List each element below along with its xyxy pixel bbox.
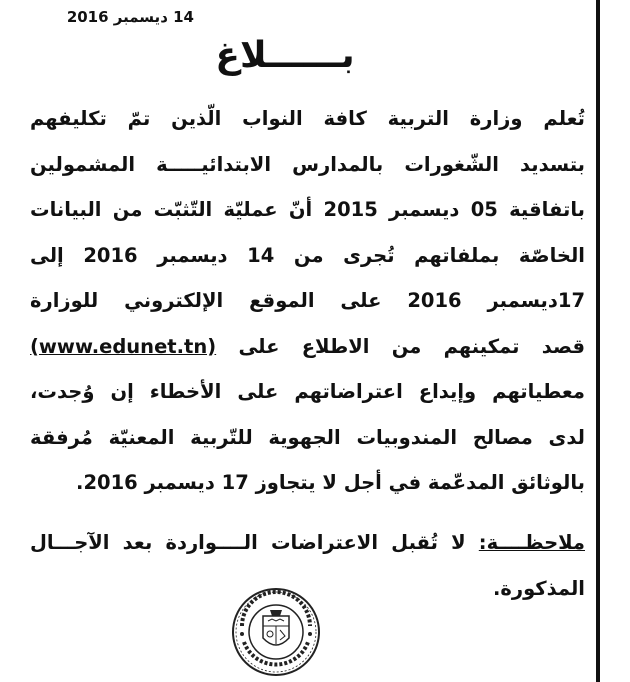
document-date: 14 ديسمبر 2016 [66, 8, 194, 26]
body-line: باتفاقية 05 ديسمبر 2015 أنّ عمليّة التّثبّت من البيانات [30, 198, 585, 221]
body-line-with-url [30, 324, 585, 370]
note-label: ملاحظــــة: [478, 531, 585, 554]
page-border [596, 0, 600, 682]
body-line-text: قصد تمكينهم من الاطلاع على [238, 334, 585, 358]
body-line: لدى مصالح المندوبيات الجهوية للتّربية المعنيّة مُرفقة [30, 425, 585, 449]
body-line: تُعلم وزارة التربية كافة النواب الّذين تمّ تكليفهم [30, 107, 585, 130]
body-line: معطياتهم وإيداع اعتراضاتهم على الأخطاء إن وُجدت، [30, 380, 585, 403]
body-line: الخاصّة بملفاتهم تُجرى من 14 ديسمبر 2016 إلى [30, 243, 585, 267]
announcement-body [30, 96, 585, 516]
website-link[interactable]: (www.edunet.tn) [30, 334, 217, 358]
document-title: بــــــلاغ [215, 35, 355, 76]
note-line [30, 520, 585, 566]
body-line: بالوثائق المدعّمة في أجل لا يتجاوز 17 ديسمبر 2016. [76, 471, 585, 494]
body-line: 17ديسمبر 2016 على الموقع الإلكتروني للوزارة [30, 289, 585, 312]
official-seal-icon [230, 586, 322, 678]
note-text: لا تُقبل الاعتراضات الــــواردة بعد الآجـــال [30, 531, 466, 554]
note-line-2: المذكورة. [492, 576, 585, 600]
body-line: بتسديد الشّغورات بالمدارس الابتدائيـــــة المشمولين [30, 152, 585, 176]
